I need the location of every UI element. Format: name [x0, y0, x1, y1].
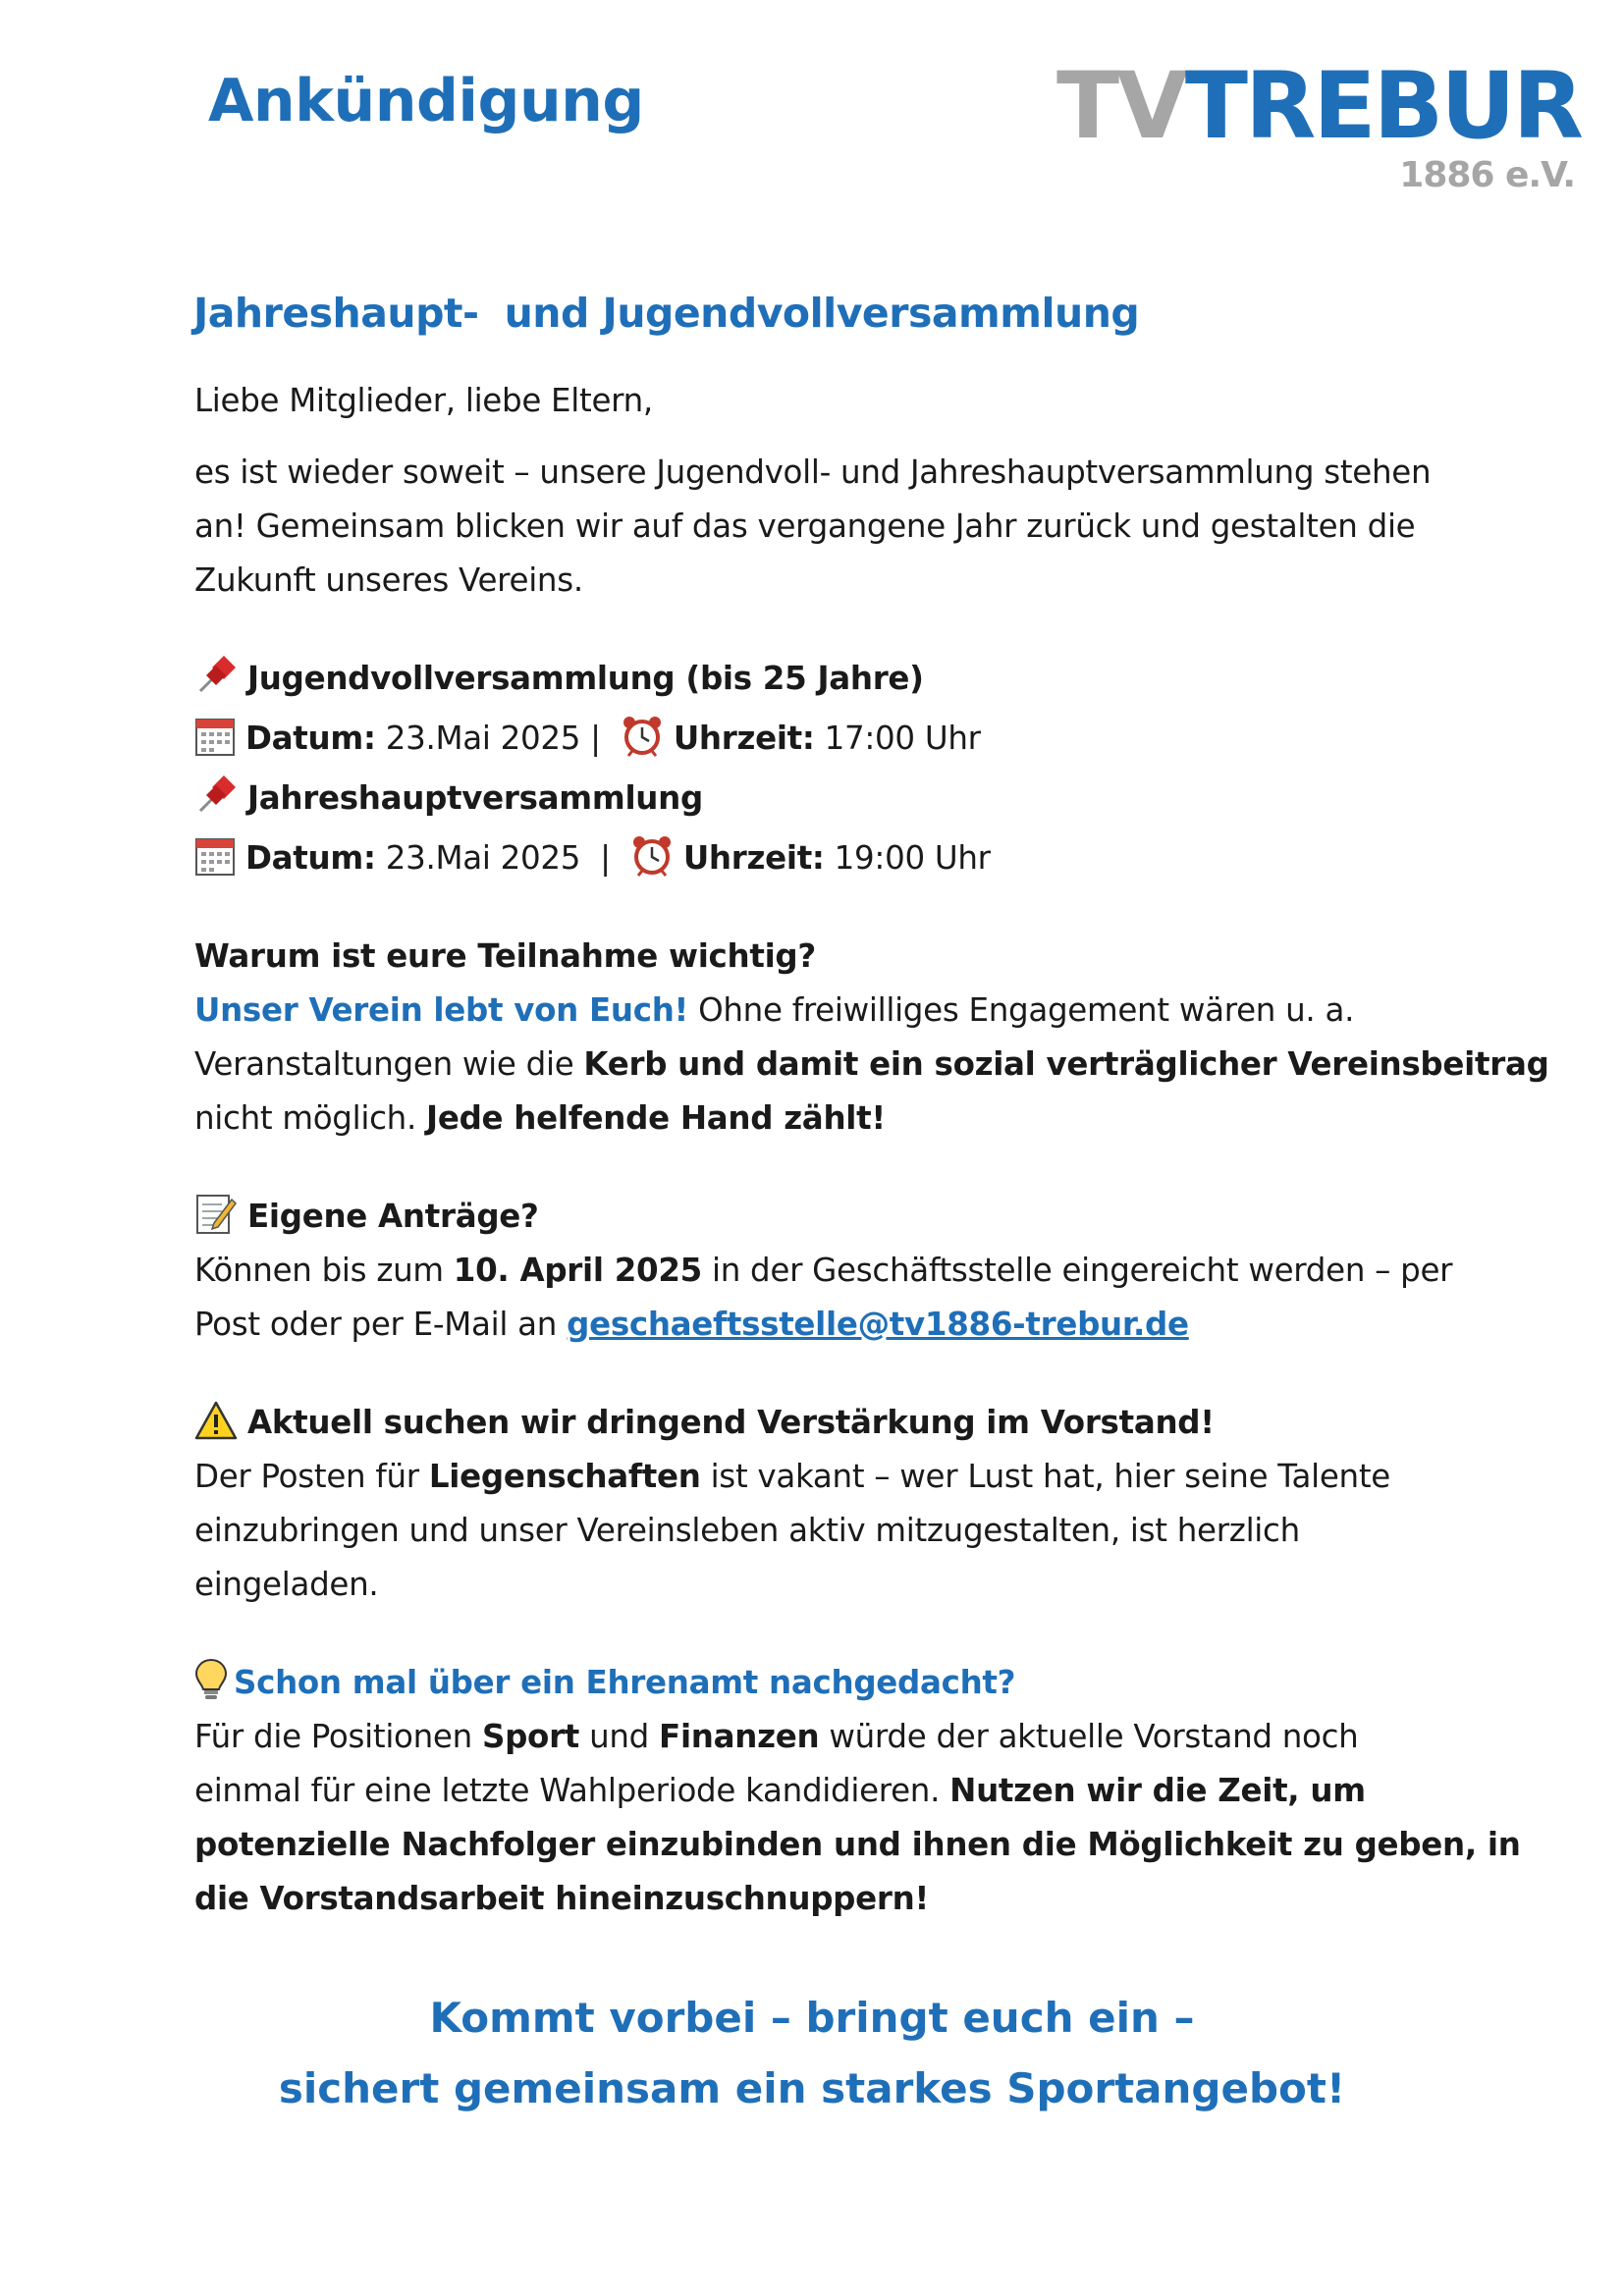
event-2-title	[194, 772, 703, 833]
motions-heading	[194, 1190, 539, 1252]
motions-line-2	[194, 1298, 1189, 1352]
club-logo	[1011, 53, 1581, 198]
board-line-1-b: ist vakant – wer Lust hat, hier seine Talente	[700, 1458, 1390, 1495]
intro-line-1: es ist wieder soweit – unsere Jugendvoll- und Jahreshauptversammlung stehen	[194, 454, 1432, 491]
event-1-name: Jugendvollversammlung (bis 25 Jahre)	[247, 660, 924, 697]
event-1-date: 23.Mai 2025 |	[385, 720, 601, 757]
honor-line-1-a: Für die Positionen	[194, 1718, 482, 1755]
logo-wordmark	[1056, 53, 1581, 160]
why-line-2-a: Veranstaltungen wie die	[194, 1045, 584, 1083]
event-1-details	[194, 712, 981, 774]
light-bulb-icon	[194, 1658, 228, 1718]
honor-sport: Sport	[481, 1718, 580, 1755]
board-heading	[194, 1396, 1215, 1458]
honor-heading-text: Schon mal über ein Ehrenamt nachgedacht?	[234, 1664, 1016, 1701]
logo-name: TREBUR	[1184, 53, 1581, 160]
event-1-time-label: Uhrzeit:	[673, 720, 815, 757]
honor-line-1-b: und	[579, 1718, 660, 1755]
honor-line-2	[194, 1764, 1366, 1818]
why-heading: Warum ist eure Teilnahme wichtig?	[194, 937, 816, 975]
honor-line-2-bold: Nutzen wir die Zeit, um	[949, 1772, 1366, 1809]
event-2-time: 19:00 Uhr	[834, 839, 991, 877]
motions-deadline: 10. April 2025	[453, 1252, 702, 1289]
why-line-1	[194, 984, 1354, 1038]
honor-line-1	[194, 1710, 1358, 1764]
alarm-clock-icon	[630, 833, 674, 893]
honor-line-4: die Vorstandsarbeit hineinzuschnuppern!	[194, 1880, 929, 1917]
honor-finance: Finanzen	[659, 1718, 820, 1755]
event-2-time-label: Uhrzeit:	[682, 839, 825, 877]
why-highlight: Unser Verein lebt von Euch!	[194, 991, 689, 1029]
memo-icon	[194, 1192, 238, 1252]
alarm-clock-icon	[621, 714, 664, 774]
board-line-1	[194, 1450, 1390, 1504]
heading-part1: Jahreshaupt-	[193, 290, 479, 337]
closing-message	[0, 1983, 1624, 2124]
calendar-icon	[194, 835, 236, 893]
event-1-time: 17:00 Uhr	[824, 720, 981, 757]
event-2-name: Jahreshauptversammlung	[247, 779, 703, 817]
pushpin-icon	[194, 774, 238, 833]
motions-heading-text: Eigene Anträge?	[247, 1198, 539, 1235]
motions-line-1	[194, 1244, 1452, 1298]
board-heading-text: Aktuell suchen wir dringend Verstärkung im Vorstand!	[247, 1404, 1215, 1441]
board-line-1-a: Der Posten für	[194, 1458, 429, 1495]
greeting: Liebe Mitglieder, liebe Eltern,	[194, 382, 653, 419]
intro-line-3: Zukunft unseres Vereins.	[194, 561, 583, 599]
board-position: Liegenschaften	[428, 1458, 701, 1495]
logo-subline: 1886 e.V.	[1399, 155, 1575, 195]
why-line-2	[194, 1038, 1549, 1092]
event-2-date: 23.Mai 2025 |	[385, 839, 611, 877]
why-line-1-rest: Ohne freiwilliges Engagement wären u. a.	[688, 991, 1355, 1029]
event-2-details	[194, 831, 991, 893]
why-line-2-bold: Kerb und damit ein sozial verträglicher Vereinsbeitrag	[583, 1045, 1549, 1083]
honor-line-1-c: würde der aktuelle Vorstand noch	[819, 1718, 1359, 1755]
logo-tv: TV	[1056, 53, 1185, 160]
event-1-date-label: Datum:	[245, 720, 376, 757]
why-line-3-bold: Jede helfende Hand zählt!	[426, 1099, 886, 1137]
event-2-date-label: Datum:	[245, 839, 376, 877]
motions-line-1-b: in der Geschäftsstelle eingereicht werden – per	[701, 1252, 1453, 1289]
intro-line-2: an! Gemeinsam blicken wir auf das vergangene Jahr zurück und gestalten die	[194, 507, 1416, 545]
heading-part2: und Jugendvollversammlung	[504, 290, 1140, 337]
calendar-icon	[194, 716, 236, 774]
section-heading	[193, 290, 1139, 337]
why-line-3-a: nicht möglich.	[194, 1099, 427, 1137]
page-title: Ankündigung	[208, 67, 644, 135]
honor-heading	[194, 1656, 1015, 1718]
closing-line-2: sichert gemeinsam ein starkes Sportangebot!	[278, 2064, 1346, 2112]
motions-line-1-a: Können bis zum	[194, 1252, 454, 1289]
why-line-3	[194, 1092, 886, 1146]
board-line-2: einzubringen und unser Vereinsleben aktiv mitzugestalten, ist herzlich	[194, 1512, 1300, 1549]
closing-line-1: Kommt vorbei – bringt euch ein –	[429, 1994, 1195, 2042]
pushpin-icon	[194, 654, 238, 714]
honor-line-2-a: einmal für eine letzte Wahlperiode kandidieren.	[194, 1772, 950, 1809]
honor-line-3: potenzielle Nachfolger einzubinden und ihnen die Möglichkeit zu geben, in	[194, 1826, 1521, 1863]
motions-line-2-a: Post oder per E-Mail an	[194, 1306, 568, 1343]
board-line-3: eingeladen.	[194, 1566, 379, 1603]
event-1-title	[194, 652, 924, 714]
email-link[interactable]: geschaeftsstelle@tv1886-trebur.de	[567, 1306, 1189, 1343]
